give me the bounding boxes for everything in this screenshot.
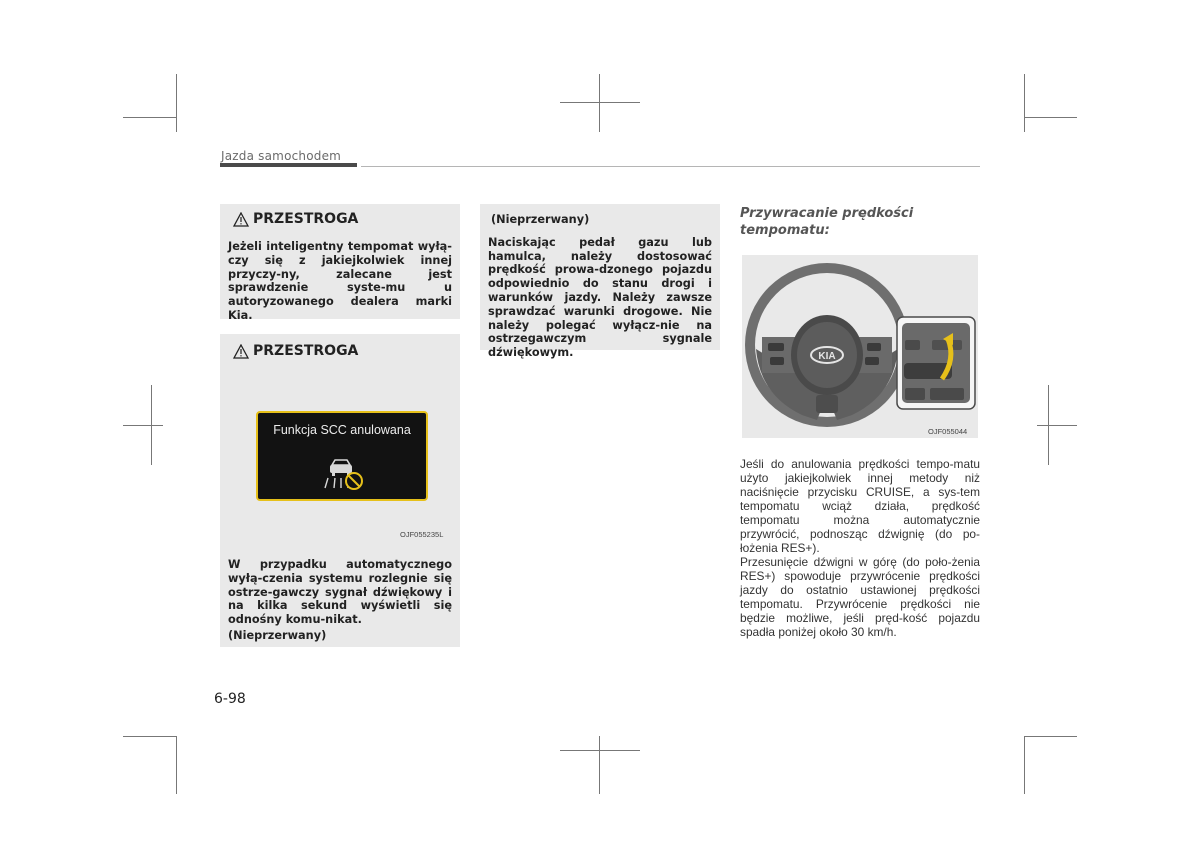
caution-heading	[233, 211, 452, 227]
page-number: 6-98	[214, 691, 246, 707]
paragraph: Przesunięcie dźwigni w górę (do poło-żenia RES+) spowoduje przywrócenie prędkości jazdy do ostatnio ustawionej prędkości tempomatu. Przywrócenie prędkości nie będzie możliwe, jeśli pręd-kość pojazdu spadła poniżej około 30 km/h.	[740, 555, 980, 639]
crop-mark	[123, 425, 163, 426]
crop-mark	[599, 736, 600, 794]
crop-mark	[1037, 425, 1077, 426]
caution-title: PRZESTROGA	[253, 211, 359, 227]
caution-heading	[233, 343, 452, 359]
figure-code: OJF055044	[928, 427, 968, 436]
crop-mark	[599, 74, 600, 132]
caution-box-1	[220, 204, 460, 322]
crop-mark	[1024, 117, 1077, 118]
crop-mark	[176, 74, 177, 132]
display-message: Funkcja SCC anulowana	[273, 423, 411, 437]
caution-title: PRZESTROGA	[253, 343, 359, 359]
body-text	[740, 457, 980, 639]
crop-mark	[1024, 74, 1025, 132]
caution-text: Jeżeli inteligentny tempomat wyłą-czy się z jakiejkolwiek innej przyczy-ny, zalecane jest sprawdzenie syste-mu u autoryzowanego dealera marki Kia.	[228, 240, 452, 322]
figure-code: OJF055235L	[400, 530, 444, 539]
steering-wheel-figure	[742, 255, 978, 438]
crop-mark	[176, 736, 177, 794]
caution-text: W przypadku automatycznego wyłą-czenia systemu rozlegnie się ostrze-gawczy sygnał dźwiękowy i na kilka sekund wyświetli się odnośny komu-nikat.	[228, 558, 452, 627]
continued-heading: (Nieprzerwany)	[491, 213, 590, 226]
wheel-logo: KIA	[818, 351, 836, 362]
continued-box	[480, 204, 720, 360]
header-rule-dark	[220, 163, 357, 167]
steering-wheel-illustration	[742, 255, 978, 438]
caution-footer: (Nieprzerwany)	[228, 629, 327, 642]
warning-triangle-icon	[233, 344, 249, 359]
crop-mark	[1024, 736, 1025, 794]
crop-mark	[123, 736, 176, 737]
crop-mark	[1024, 736, 1077, 737]
header-rule-light	[361, 166, 980, 167]
paragraph: Jeśli do anulowania prędkości tempo-matu użyto jakiejkolwiek innej metody niż naciśnięcie przycisku CRUISE, a sys-tem tempomatu wciąż działa, prędkość tempomatu można automatycznie przywrócić, podnosząc dźwignię (do po-łożenia RES+).	[740, 457, 980, 555]
section-title: Jazda samochodem	[221, 149, 342, 163]
continued-text: Naciskając pedał gazu lub hamulca, należy dostosować prędkość prowa-dzonego pojazdu odpowiednio do stanu drogi i warunków jazdy. Należy zawsze sprawdzać warunki drogowe. Nie należy polegać wyłącz-nie na ostrzegawczym sygnale dźwiękowym.	[488, 235, 712, 360]
crop-mark	[560, 102, 640, 103]
cluster-display	[256, 411, 428, 501]
scc-cancel-icon	[324, 458, 368, 492]
section-heading: Przywracanie prędkości tempomatu:	[740, 206, 914, 238]
crop-mark	[560, 750, 640, 751]
crop-mark	[123, 117, 176, 118]
warning-triangle-icon	[233, 212, 249, 227]
